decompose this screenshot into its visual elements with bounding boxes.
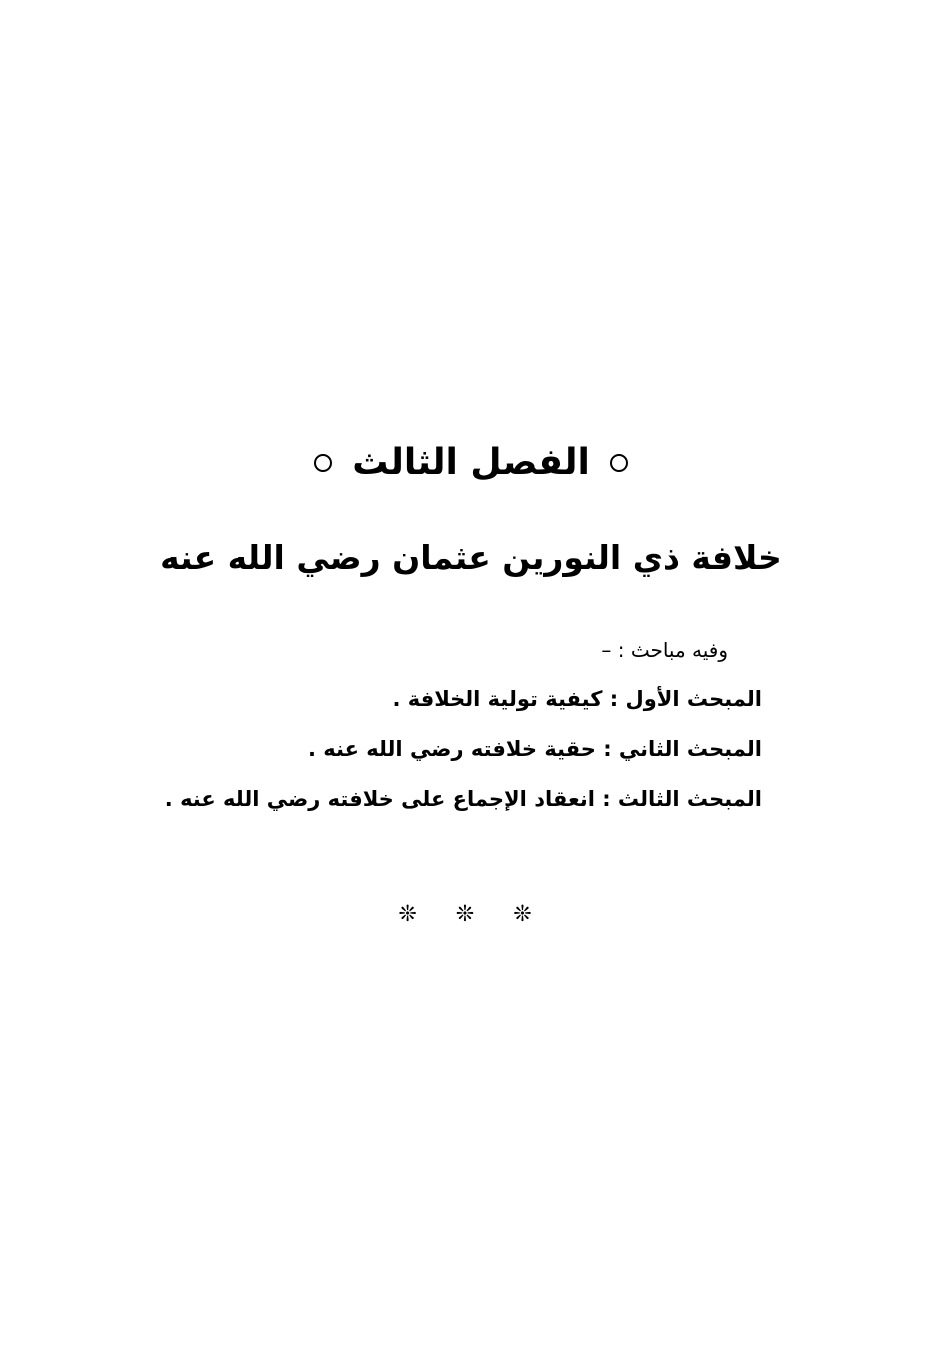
chapter-title: الفصل الثالث xyxy=(352,442,590,483)
section-divider xyxy=(0,902,942,927)
section-item-2: المبحث الثاني : حقية خلافته رضي الله عنه . xyxy=(307,737,762,761)
circle-ornament-icon xyxy=(314,454,332,472)
asterisk-ornament-icon: ❊ xyxy=(455,902,487,927)
circle-ornament-icon xyxy=(610,454,628,472)
chapter-heading xyxy=(0,438,942,488)
section-item-3: المبحث الثالث : انعقاد الإجماع على خلافته رضي الله عنه . xyxy=(164,787,762,811)
sections-intro: وفيه مباحث : – xyxy=(601,638,728,662)
asterisk-ornament-icon: ❊ xyxy=(398,902,429,927)
sections-list xyxy=(162,632,762,824)
asterisk-ornament-icon: ❊ xyxy=(513,902,544,927)
chapter-subtitle: خلافة ذي النورين عثمان رضي الله عنه xyxy=(160,538,782,577)
section-item-1: المبحث الأول : كيفية تولية الخلافة . xyxy=(392,687,762,711)
